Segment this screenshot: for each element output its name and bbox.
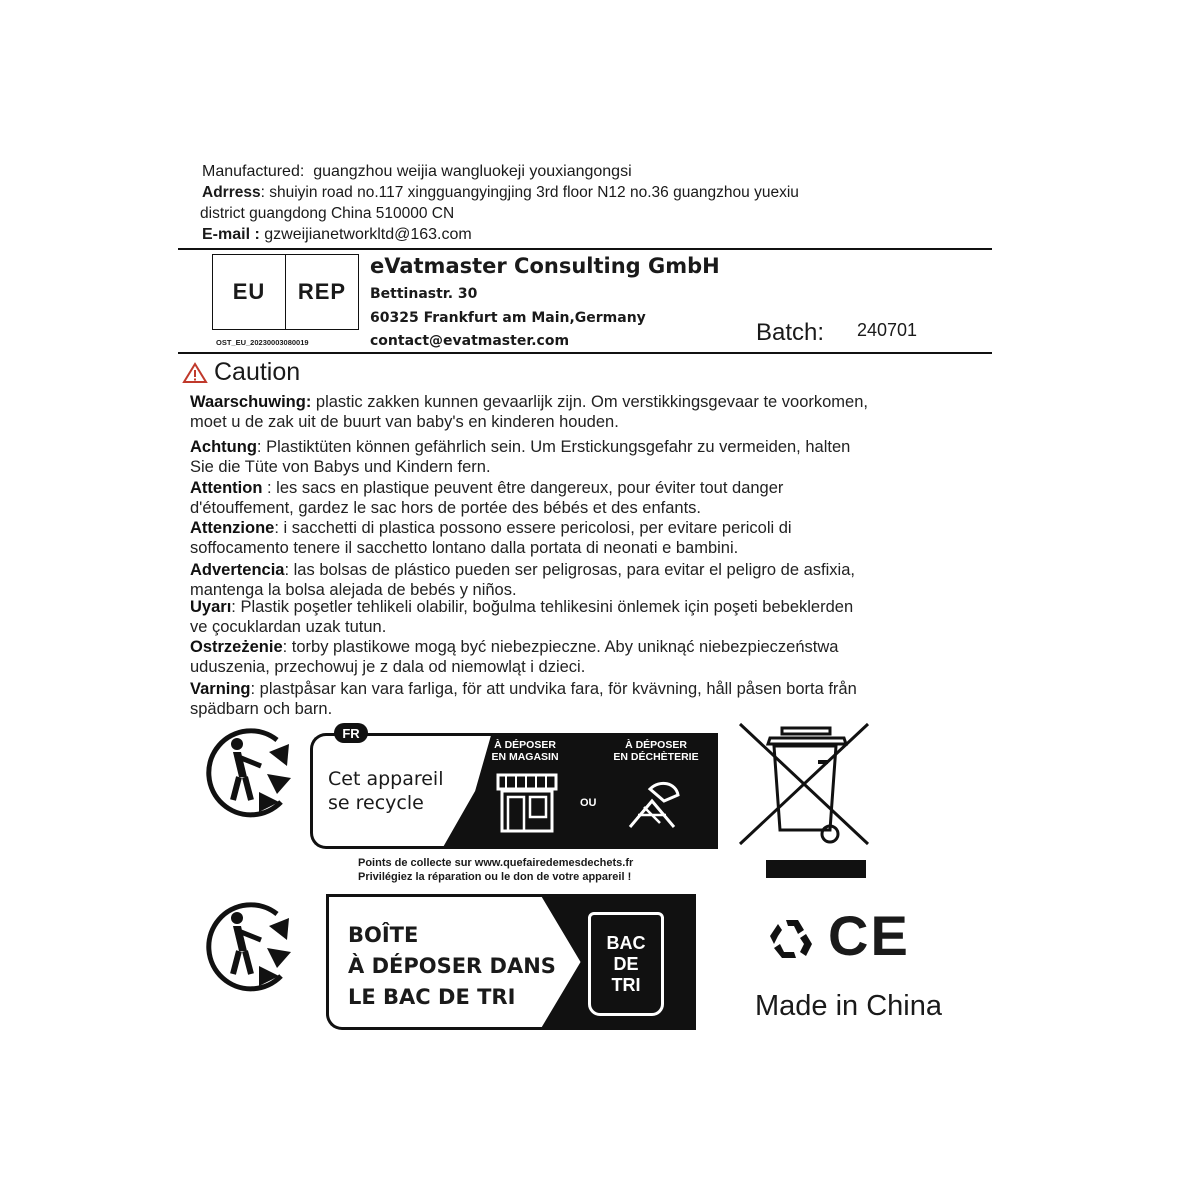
rep-company: eVatmaster Consulting GmbH	[370, 254, 720, 278]
dump-hand-icon	[620, 775, 686, 835]
rep-label: REP	[297, 279, 347, 304]
collection-footer	[358, 856, 633, 884]
warning-label: Ostrzeżenie	[190, 638, 283, 656]
batch-label: Batch:	[756, 319, 825, 346]
warning-line-2: d'étouffement, gardez le sac hors de portée des bébés et des enfants.	[190, 499, 702, 517]
warning-item	[190, 392, 1020, 432]
recycle-icon	[766, 914, 818, 964]
eu-label: EU	[232, 279, 266, 304]
bin-line-3: TRI	[611, 974, 641, 995]
warning-item	[190, 437, 1020, 477]
rep-box	[285, 254, 359, 330]
fr-badge: FR	[334, 723, 368, 743]
rep-street: Bettinastr. 30	[370, 286, 478, 302]
batch-value: 240701	[857, 320, 918, 340]
warning-text-1: : Plastiktüten können gefährlich sein. Um Erstickungsgefahr zu vermeiden, halten	[256, 438, 851, 456]
caution-header	[182, 358, 300, 387]
store-label-1: À DÉPOSER	[494, 739, 556, 751]
warning-line-2: spädbarn och barn.	[190, 700, 333, 718]
store-label-2: EN MAGASIN	[491, 751, 559, 763]
warning-label: Varning	[190, 680, 251, 698]
warning-text-1: : Plastik poşetler tehlikeli olabilir, boğulma tehlikesini önlemek için poşeti bebeklerden	[231, 598, 854, 616]
warning-line-1	[190, 597, 1020, 617]
caution-title: Caution	[214, 358, 301, 386]
footer-line-2: Privilégiez la réparation ou le don de votre appareil !	[358, 871, 632, 883]
warning-label: Advertencia	[190, 561, 285, 579]
email-line	[202, 224, 472, 245]
warning-line-1	[190, 437, 1020, 457]
address-label: Adrress	[202, 184, 261, 201]
manufactured-line: Manufactured: guangzhou weijia wangluokeji youxiangongsi	[202, 163, 632, 180]
sort-bin-icon	[588, 912, 664, 1016]
bin-line-1: BAC	[606, 932, 646, 953]
address-line-1: Adrress: shuiyin road no.117 xingguangyingjing 3rd floor N12 no.36 guangzhou yuexiu	[202, 184, 799, 201]
warning-label: Attention	[190, 479, 263, 497]
ce-mark-icon: CE	[828, 904, 910, 967]
manufactured-value: guangzhou weijia wangluokeji youxiangongsi	[313, 163, 632, 180]
box-text	[348, 920, 556, 1013]
warning-line-2: ve çocuklardan uzak tutun.	[190, 618, 387, 636]
eu-registration: OST_EU_20230003080019	[216, 338, 309, 347]
triman-icon	[198, 722, 300, 822]
warning-line-1	[190, 518, 1020, 538]
warning-line-1	[190, 679, 1020, 699]
or-label: OU	[580, 797, 597, 809]
warning-item	[190, 518, 1020, 558]
warning-line-2: moet u de zak uit de buurt van baby's en kinderen houden.	[190, 413, 619, 431]
warning-line-2: Sie die Tüte von Babys und Kindern fern.	[190, 458, 491, 476]
triman-box-panel	[326, 894, 696, 1030]
dump-label	[600, 739, 712, 763]
warning-item	[190, 478, 1020, 518]
footer-line-1: Points de collecte sur www.quefairedemesdechets.fr	[358, 857, 634, 869]
warning-triangle-icon	[182, 362, 208, 384]
store-icon	[494, 771, 560, 835]
warning-item	[190, 637, 1020, 677]
email-value: gzweijianetworkltd@163.com	[264, 226, 472, 243]
warning-label: Achtung	[190, 438, 257, 456]
warning-label: Uyarı	[190, 598, 232, 616]
warning-line-2: uduszenia, przechowuj je z dala od niemowląt i dzieci.	[190, 658, 586, 676]
recycle-line-2: se recycle	[328, 792, 424, 814]
recycle-text	[328, 767, 444, 815]
warning-text-1: : les sacs en plastique peuvent être dangereux, pour éviter tout danger	[262, 479, 784, 497]
triman-appliance-panel	[310, 725, 718, 851]
bin-line-2: DE	[613, 953, 639, 974]
email-label: E-mail :	[202, 226, 260, 243]
warning-line-1	[190, 392, 1020, 412]
store-label	[480, 739, 570, 763]
eu-box	[212, 254, 286, 330]
recycle-line-1: Cet appareil	[328, 768, 444, 790]
warning-text-1: : i sacchetti di plastica possono essere pericolosi, per evitare pericoli di	[274, 519, 792, 537]
warning-line-1	[190, 478, 1020, 498]
warning-label: Waarschuwing:	[190, 393, 312, 411]
rep-city: 60325 Frankfurt am Main,Germany	[370, 310, 646, 326]
made-in-label: Made in China	[755, 990, 942, 1022]
warning-line-2: mantenga la bolsa alejada de bebés y niños.	[190, 581, 517, 599]
warning-item	[190, 597, 1020, 637]
warning-line-1	[190, 637, 1020, 657]
warning-item	[190, 560, 1020, 600]
divider-bottom	[178, 352, 992, 354]
box-line-1: BOÎTE	[348, 923, 419, 947]
dump-label-1: À DÉPOSER	[625, 739, 687, 751]
box-line-2: À DÉPOSER DANS	[348, 954, 556, 978]
warning-item	[190, 679, 1020, 719]
address-line-2: district guangdong China 510000 CN	[200, 205, 455, 222]
box-line-3: LE BAC DE TRI	[348, 985, 516, 1009]
triman-icon-2	[198, 896, 300, 996]
divider-top	[178, 248, 992, 250]
warning-label: Attenzione	[190, 519, 275, 537]
warning-text-1: : plastpåsar kan vara farliga, för att undvika fara, för kvävning, håll påsen borta från	[250, 680, 857, 698]
manufactured-label: Manufactured	[202, 163, 300, 180]
address-value-1: shuiyin road no.117 xingguangyingjing 3rd floor N12 no.36 guangzhou yuexiu	[269, 184, 799, 201]
warning-text-1: : las bolsas de plástico pueden ser peligrosas, para evitar el peligro de asfixia,	[284, 561, 855, 579]
warning-text-1: : torby plastikowe mogą być niebezpieczne. Aby uniknąć niebezpieczeństwa	[282, 638, 839, 656]
warning-line-2: soffocamento tenere il sacchetto lontano dalla portata di neonati e bambini.	[190, 539, 739, 557]
crossed-bin-icon	[736, 720, 876, 882]
warning-line-1	[190, 560, 1020, 580]
rep-contact: contact@evatmaster.com	[370, 333, 570, 349]
warning-text-1: plastic zakken kunnen gevaarlijk zijn. Om verstikkingsgevaar te voorkomen,	[311, 393, 868, 411]
dump-label-2: EN DÉCHÈTERIE	[613, 751, 699, 763]
